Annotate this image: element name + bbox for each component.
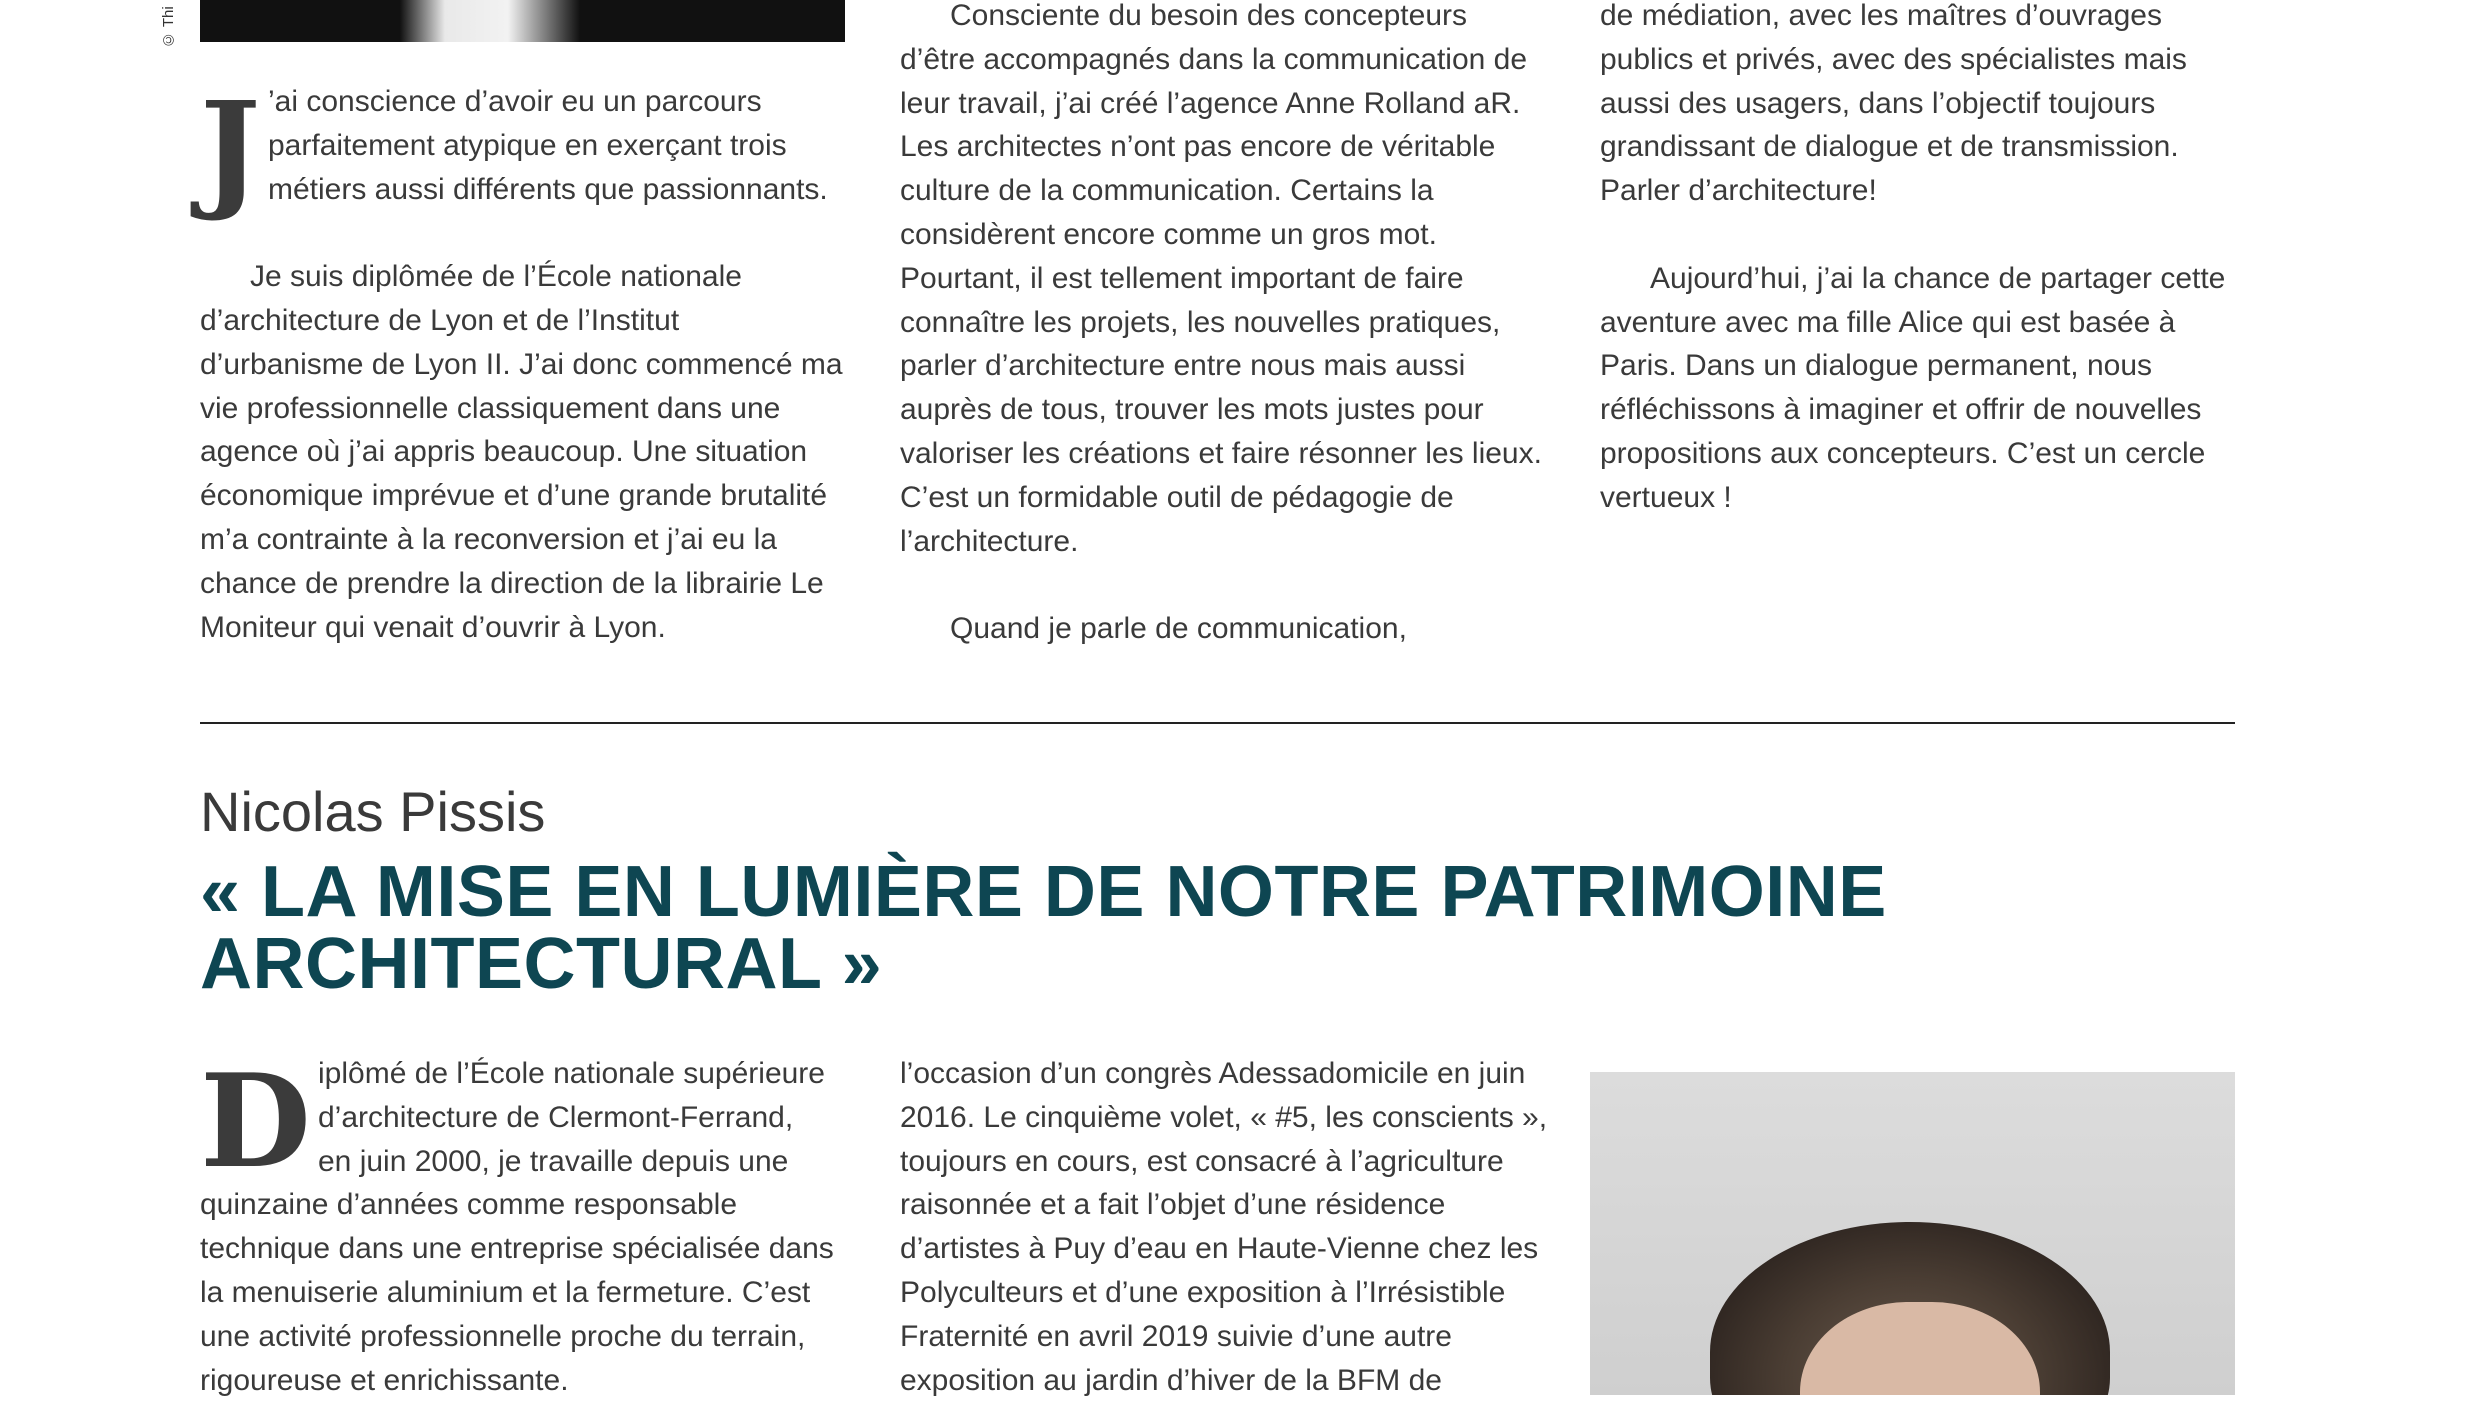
photo-credit: © Thi [160, 6, 177, 48]
article1-left-column [200, 75, 850, 649]
paragraph: de médiation, avec les maîtres d’ouvrages publics et privés, avec des spécialistes mais aussi des usagers, dans l’objectif toujours grandissant de dialogue et de transmission. Parler d’architecture! [1600, 0, 2187, 208]
paragraph: Quand je parle de communication, [950, 612, 1407, 646]
dropcap-paragraph [200, 75, 850, 225]
portrait-photo-top [200, 0, 845, 42]
paragraph: Je suis diplômée de l’École nationale d’architecture de Lyon et de l’Institut d’urbanisme de Lyon II. J’ai donc commencé ma vie professionnelle classiquement dans une agence où j’ai appris beaucoup. Une situation économique imprévue et d’une grande brutalité m’a contrainte à la reconversion et j’ai eu la chance de prendre la direction de la librairie Le Moniteur qui venait d’ouvrir à Lyon. [200, 260, 843, 644]
article1-right-column [1600, 0, 2250, 520]
dropcap-letter: D [200, 1047, 311, 1197]
dropcap-line-3: en juin 2000, je travaille depuis une [318, 1144, 789, 1178]
dropcap-letter: J [200, 75, 261, 225]
paragraph: quinzaine d’années comme responsable technique dans une entreprise spécialisée dans la menuiserie aluminium et la fermeture. C’est une activité professionnelle proche du terrain, rigoureuse et enrichissante. [200, 1188, 834, 1397]
article2-middle-column [900, 1052, 1550, 1402]
article1-middle-column [900, 0, 1550, 651]
paragraph: Aujourd’hui, j’ai la chance de partager cette aventure avec ma fille Alice qui est basée à Paris. Dans un dialogue permanent, nous réfléchissons à imaginer et offrir de nouvelles propositions aux concepteurs. C’est un cercle vertueux ! [1600, 261, 2226, 514]
article2-left-column [200, 1047, 850, 1402]
dropcap-line-2: d’architecture de Clermont-Ferrand, [318, 1100, 794, 1134]
section-divider [200, 722, 2235, 724]
author-name: Nicolas Pissis [200, 780, 546, 843]
article-headline [200, 852, 2100, 1004]
paragraph: Consciente du besoin des concepteurs d’être accompagnés dans la communication de leur travail, j’ai créé l’agence Anne Rolland aR. Les architectes n’ont pas encore de véritable culture de la communication. Certains la considèrent encore comme un gros mot. Pourtant, il est tellement important de faire connaître les projets, les nouvelles pratiques, parler d’architecture entre nous mais aussi auprès de tous, trouver les mots justes pour valoriser les créations et faire résonner les lieux. C’est un formidable outil de pédagogie de l’architecture. [900, 0, 1542, 558]
portrait-photo [1590, 1072, 2235, 1395]
dropcap-paragraph [200, 1047, 850, 1197]
headline-line-1: « LA MISE EN LUMIÈRE DE NOTRE PATRIMOINE [200, 852, 1887, 932]
headline-line-2: ARCHITECTURAL » [200, 924, 883, 1004]
dropcap-line-1: ’ai conscience d’avoir eu un parcours [268, 85, 762, 118]
paragraph: l’occasion d’un congrès Adessadomicile en juin 2016. Le cinquième volet, « #5, les conscients », toujours en cours, est consacré à l’agriculture raisonnée et a fait l’objet d’une résidence d’artistes à Puy d’eau en Haute-Vienne chez les Polyculteurs et d’une exposition à l’Irrésistible Fraternité en avril 2019 suivie d’une autre exposition au jardin d’hiver de la BFM de [900, 1057, 1548, 1397]
dropcap-line-1: iplômé de l’École nationale supérieure [318, 1057, 825, 1090]
dropcap-line-2: parfaitement atypique en exerçant trois [268, 128, 787, 162]
dropcap-line-3: métiers aussi différents que passionnants. [268, 172, 828, 206]
